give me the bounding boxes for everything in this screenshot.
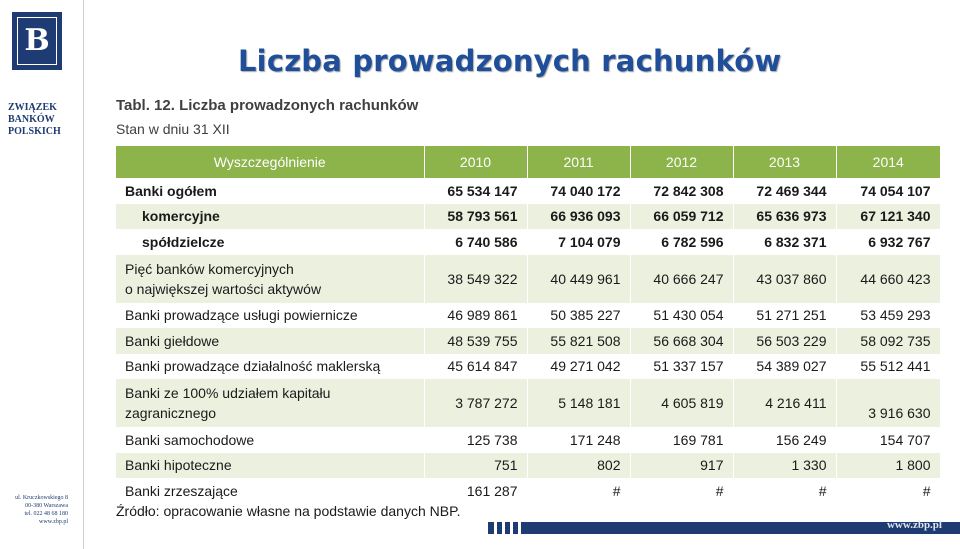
table-caption: Tabl. 12. Liczba prowadzonych rachunków: [116, 97, 419, 114]
table-cell: 56 503 229: [733, 328, 836, 354]
table-row: [116, 303, 940, 329]
table-cell: 4 605 819: [630, 379, 733, 427]
table-cell: 74 054 107: [836, 178, 940, 204]
footer-ticks: [494, 522, 534, 534]
table-cell: 49 271 042: [527, 354, 630, 380]
row-label: Banki ogółem: [116, 178, 424, 204]
table-cell: 72 842 308: [630, 178, 733, 204]
table-cell: 6 932 767: [836, 229, 940, 255]
table-header-row: [116, 146, 940, 178]
column-header: Wyszczególnienie: [116, 146, 424, 178]
table-cell: 54 389 027: [733, 354, 836, 380]
table-cell: 48 539 755: [424, 328, 527, 354]
table-cell: 6 832 371: [733, 229, 836, 255]
row-label: Banki zrzeszające: [116, 478, 424, 504]
table-row: [116, 178, 940, 204]
org-name-line: ZWIĄZEK: [8, 102, 57, 113]
table-row: [116, 478, 940, 504]
org-name-line: POLSKICH: [8, 126, 61, 137]
table-row: [116, 328, 940, 354]
table-row: [116, 354, 940, 380]
column-header: 2014: [836, 146, 940, 178]
table-cell: 5 148 181: [527, 379, 630, 427]
footer-tick: [494, 522, 497, 534]
row-label: Banki prowadzące działalność maklerską: [116, 354, 424, 380]
table-row: [116, 453, 940, 479]
table-cell: #: [836, 478, 940, 504]
table-cell: 40 666 247: [630, 255, 733, 303]
table-cell: 156 249: [733, 427, 836, 453]
table-cell: 58 793 561: [424, 204, 527, 230]
table-cell: 46 989 861: [424, 303, 527, 329]
sidebar-divider: [83, 0, 84, 549]
zbp-logo: [12, 12, 62, 70]
row-label: Banki hipoteczne: [116, 453, 424, 479]
table-cell: 65 534 147: [424, 178, 527, 204]
address-line: ul. Kruczkowskiego 8: [15, 495, 68, 501]
column-header: 2013: [733, 146, 836, 178]
row-label: komercyjne: [116, 204, 424, 230]
row-label-line: Pięć banków komercyjnych: [125, 260, 294, 277]
logo-frame: [17, 17, 57, 65]
table-cell: 56 668 304: [630, 328, 733, 354]
table-row: [116, 379, 940, 427]
table-cell: 40 449 961: [527, 255, 630, 303]
table-cell: 66 059 712: [630, 204, 733, 230]
row-label: [116, 379, 424, 427]
table-cell: 751: [424, 453, 527, 479]
table-cell: 125 738: [424, 427, 527, 453]
row-label: [116, 255, 424, 303]
table-cell: 55 512 441: [836, 354, 940, 380]
table-cell: 67 121 340: [836, 204, 940, 230]
table-cell: 55 821 508: [527, 328, 630, 354]
source-note: Źródło: opracowanie własne na podstawie danych NBP.: [116, 503, 461, 519]
footer-tick: [518, 522, 521, 534]
column-header: 2010: [424, 146, 527, 178]
table-row: [116, 229, 940, 255]
row-label-line: zagranicznego: [125, 405, 217, 421]
table-cell: 171 248: [527, 427, 630, 453]
row-label: Banki giełdowe: [116, 328, 424, 354]
table-cell: 65 636 973: [733, 204, 836, 230]
accounts-table: [116, 146, 941, 504]
table-subcaption: Stan w dniu 31 XII: [116, 121, 230, 137]
table-cell: 50 385 227: [527, 303, 630, 329]
table-cell: 6 782 596: [630, 229, 733, 255]
table-cell: #: [527, 478, 630, 504]
row-label: spółdzielcze: [116, 229, 424, 255]
footer-tick: [502, 522, 505, 534]
table-cell: 4 216 411: [733, 379, 836, 427]
table-cell: 802: [527, 453, 630, 479]
footer-url: www.zbp.pl: [886, 519, 942, 531]
table-cell: 45 614 847: [424, 354, 527, 380]
table-cell: 43 037 860: [733, 255, 836, 303]
row-label-line: o największej wartości aktywów: [125, 280, 322, 297]
row-label: Banki samochodowe: [116, 427, 424, 453]
table-cell: 161 287: [424, 478, 527, 504]
table-cell: 58 092 735: [836, 328, 940, 354]
row-label: Banki prowadzące usługi powiernicze: [116, 303, 424, 329]
column-header: 2012: [630, 146, 733, 178]
org-name: [8, 102, 70, 138]
table-cell: 44 660 423: [836, 255, 940, 303]
table-cell: 1 800: [836, 453, 940, 479]
slide-title: Liczba prowadzonych rachunków: [238, 44, 782, 78]
table-cell: 7 104 079: [527, 229, 630, 255]
table-cell: 917: [630, 453, 733, 479]
column-header: 2011: [527, 146, 630, 178]
table-cell: 154 707: [836, 427, 940, 453]
table-row: [116, 204, 940, 230]
footer-tick: [510, 522, 513, 534]
table-row: [116, 255, 940, 303]
table-cell: 6 740 586: [424, 229, 527, 255]
table-cell: 38 549 322: [424, 255, 527, 303]
table-cell: 51 430 054: [630, 303, 733, 329]
table-cell: #: [733, 478, 836, 504]
table-row: [116, 427, 940, 453]
table-cell: 74 040 172: [527, 178, 630, 204]
table-cell: 51 337 157: [630, 354, 733, 380]
table-cell: 51 271 251: [733, 303, 836, 329]
table-cell: 169 781: [630, 427, 733, 453]
address-line: tel. 022 48 68 180: [24, 511, 68, 517]
logo-letter: B: [24, 23, 50, 58]
org-name-line: BANKÓW: [8, 114, 55, 125]
address-line: www.zbp.pl: [39, 519, 68, 525]
table-cell: 1 330: [733, 453, 836, 479]
row-label-line: Banki ze 100% udziałem kapitału: [125, 385, 331, 401]
table-cell: 3 916 630: [836, 379, 940, 427]
table-cell: 72 469 344: [733, 178, 836, 204]
org-address: [2, 494, 68, 526]
table-cell: 3 787 272: [424, 379, 527, 427]
address-line: 00-380 Warszawa: [25, 503, 68, 509]
table-cell: 53 459 293: [836, 303, 940, 329]
sidebar: [0, 0, 70, 549]
table-cell: 66 936 093: [527, 204, 630, 230]
table-cell: #: [630, 478, 733, 504]
